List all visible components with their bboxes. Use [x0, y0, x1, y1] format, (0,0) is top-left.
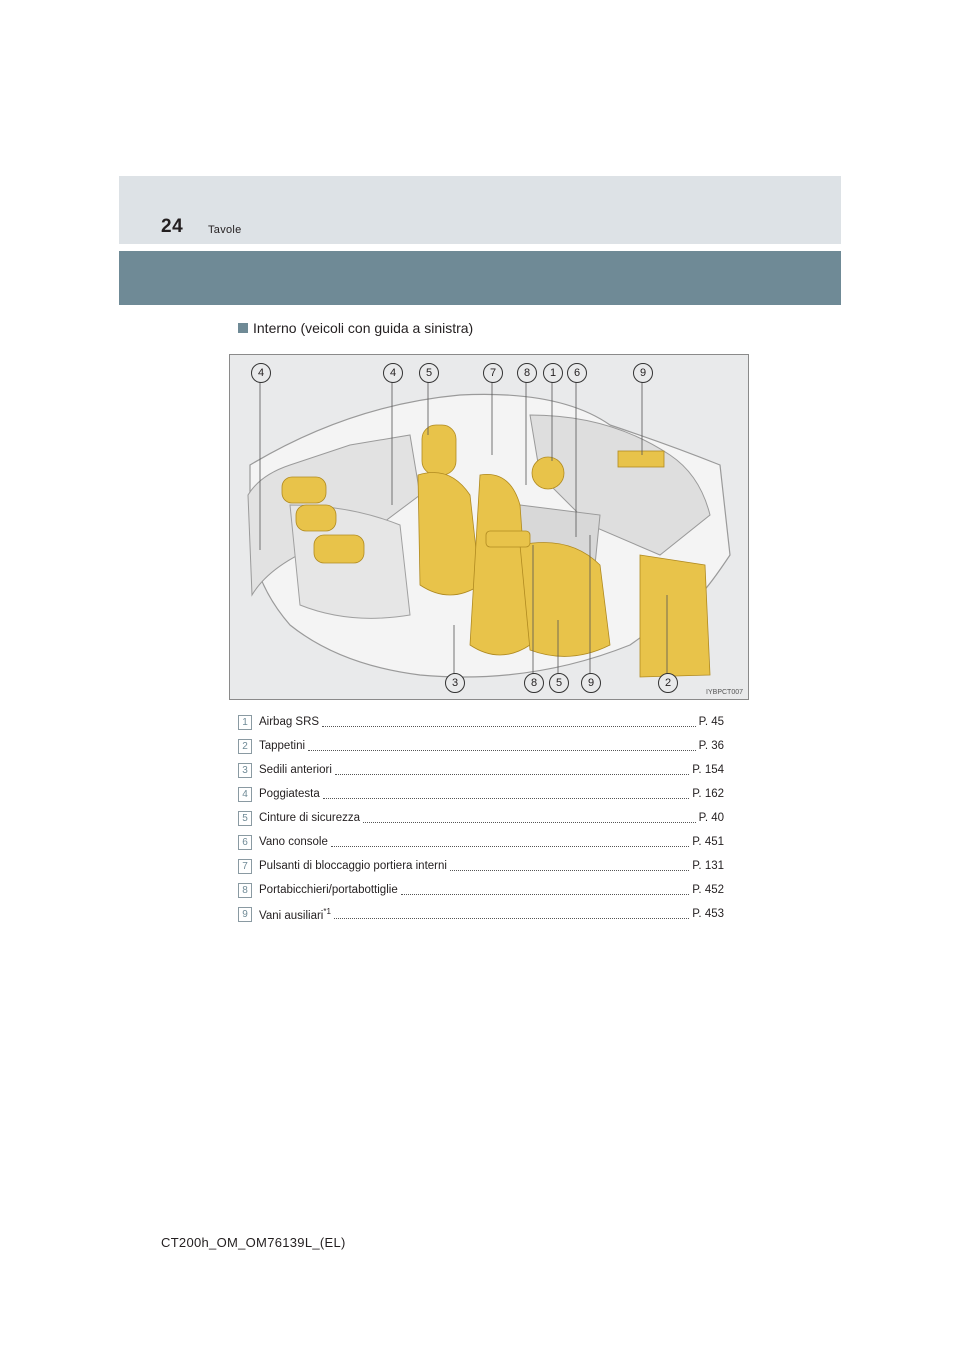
rear-headrest-1	[282, 477, 326, 503]
legend-label: Pulsanti di bloccaggio portiera interni	[259, 860, 447, 872]
dot-leader	[323, 798, 689, 799]
callout-bottom-3: 5	[549, 673, 569, 693]
legend-number: 7	[238, 859, 252, 874]
legend-number: 8	[238, 883, 252, 898]
front-headrest-left	[422, 425, 456, 475]
callout-bottom-5: 2	[658, 673, 678, 693]
car-interior-drawing	[230, 355, 748, 699]
dot-leader	[335, 774, 689, 775]
page-reference[interactable]: P. 452	[692, 884, 724, 896]
legend-item	[238, 710, 724, 734]
legend-item	[238, 758, 724, 782]
legend-number: 1	[238, 715, 252, 730]
callout-top-5: 8	[517, 363, 537, 383]
callout-bottom-1: 3	[445, 673, 465, 693]
legend-label: Tappetini	[259, 740, 306, 752]
footnote-marker: *1	[323, 906, 331, 916]
callout-top-2: 4	[383, 363, 403, 383]
legend-item	[238, 782, 724, 806]
subsection-heading	[238, 320, 473, 336]
callout-top-8: 9	[633, 363, 653, 383]
rear-headrest-3	[314, 535, 364, 563]
dot-leader	[331, 846, 689, 847]
callout-top-3: 5	[419, 363, 439, 383]
title-bar	[119, 251, 841, 305]
legend-label	[259, 907, 331, 922]
legend-list	[238, 710, 724, 926]
legend-item	[238, 806, 724, 830]
auxiliary-box	[618, 451, 664, 467]
dot-leader	[308, 750, 696, 751]
section-name: Tavole	[208, 224, 242, 236]
console-box	[486, 531, 530, 547]
dot-leader	[450, 870, 689, 871]
dot-leader	[363, 822, 696, 823]
legend-item	[238, 902, 724, 926]
legend-label: Portabicchieri/portabottiglie	[259, 884, 398, 896]
page-reference[interactable]: P. 45	[698, 716, 724, 728]
legend-number: 3	[238, 763, 252, 778]
legend-label: Airbag SRS	[259, 716, 320, 728]
legend-item	[238, 734, 724, 758]
dot-leader	[401, 894, 690, 895]
callout-top-4: 7	[483, 363, 503, 383]
page-number: 24	[161, 216, 184, 237]
dot-leader	[322, 726, 696, 727]
callout-top-6: 1	[543, 363, 563, 383]
legend-item	[238, 854, 724, 878]
legend-number: 5	[238, 811, 252, 826]
interior-illustration	[229, 354, 749, 700]
dot-leader	[334, 918, 689, 919]
rear-headrest-2	[296, 505, 336, 531]
legend-label: Sedili anteriori	[259, 764, 332, 776]
legend-number: 9	[238, 907, 252, 922]
square-bullet-icon	[238, 323, 248, 333]
legend-label: Vano console	[259, 836, 328, 848]
footer-doc-code: CT200h_OM_OM76139L_(EL)	[161, 1235, 346, 1250]
image-code: IYBPCT007	[706, 689, 743, 696]
subsection-title: Interno (veicoli con guida a sinistra)	[253, 320, 474, 336]
legend-label: Poggiatesta	[259, 788, 320, 800]
legend-number: 4	[238, 787, 252, 802]
page-reference[interactable]: P. 40	[698, 812, 724, 824]
steering-airbag	[532, 457, 564, 489]
floor-mat	[640, 555, 710, 677]
legend-number: 6	[238, 835, 252, 850]
page-reference[interactable]: P. 154	[692, 764, 724, 776]
page-reference[interactable]: P. 131	[692, 860, 724, 872]
legend-label-text: Vani ausiliari	[259, 909, 324, 922]
callout-top-7: 6	[567, 363, 587, 383]
callout-top-1: 4	[251, 363, 271, 383]
callout-bottom-4: 9	[581, 673, 601, 693]
legend-label: Cinture di sicurezza	[259, 812, 360, 824]
legend-item	[238, 878, 724, 902]
page-reference[interactable]: P. 453	[692, 908, 724, 920]
page-reference[interactable]: P. 36	[698, 740, 724, 752]
callout-bottom-2: 8	[524, 673, 544, 693]
page-reference[interactable]: P. 451	[692, 836, 724, 848]
page-reference[interactable]: P. 162	[692, 788, 724, 800]
legend-item	[238, 830, 724, 854]
legend-number: 2	[238, 739, 252, 754]
